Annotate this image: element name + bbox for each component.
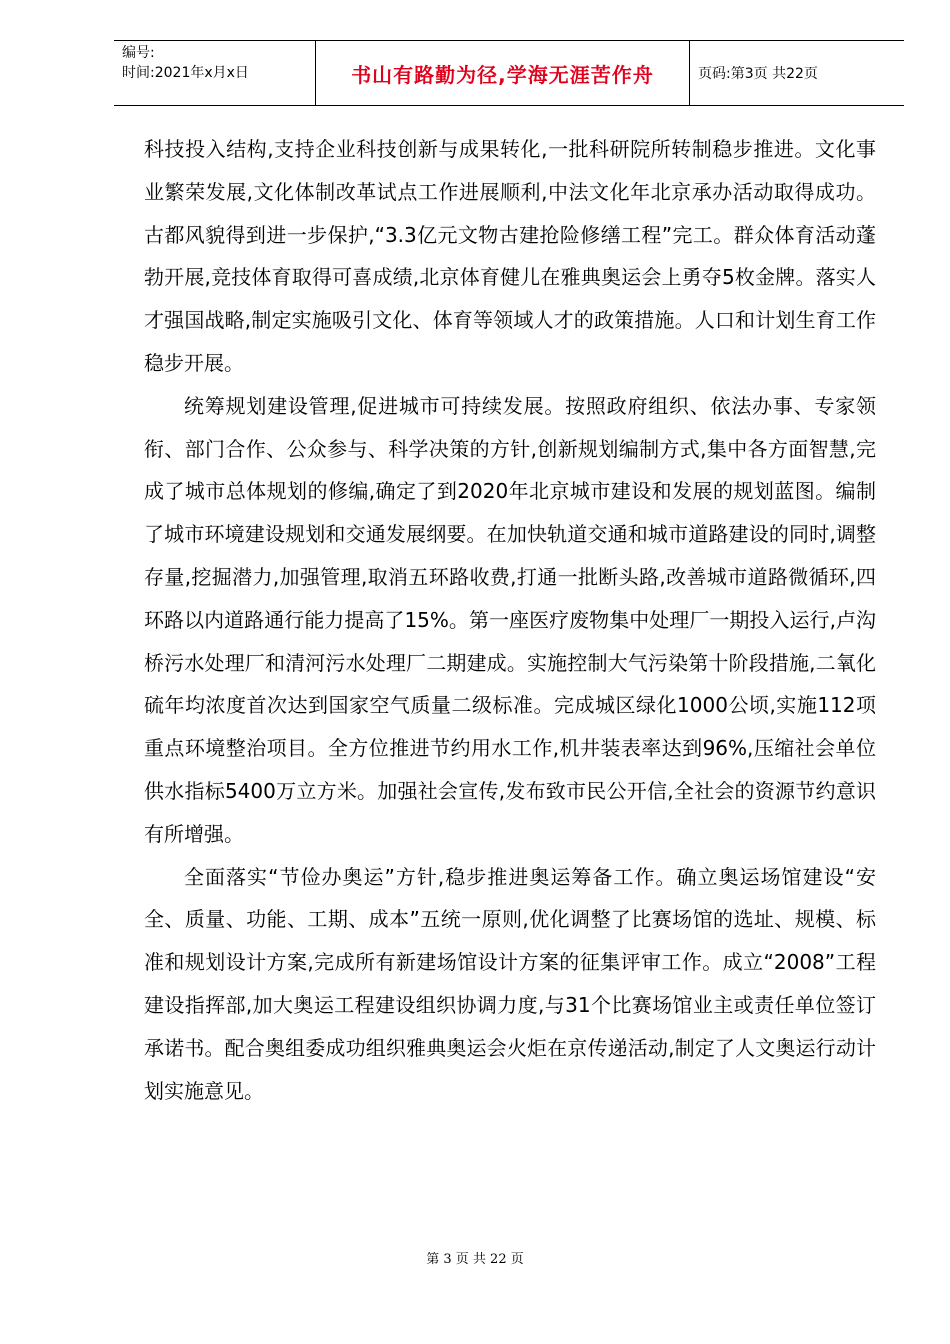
paragraph-3: 全面落实“节俭办奥运”方针,稳步推进奥运筹备工作。确立奥运场馆建设“安全、质量、功能、工期、成本”五统一原则,优化调整了比赛场馆的选址、规模、标准和规划设计方案,完成所有新建场馆设计方案的征集评审工作。成立“2008”工程建设指挥部,加大奥运工程建设组织协调力度,与31个比赛场馆业主或责任单位签订承诺书。配合奥组委成功组织雅典奥运会火炬在京传递活动,制定了人文奥运行动计划实施意见。: [144, 864, 876, 1103]
header-motto: 书山有路勤为径,学海无涯苦作舟: [316, 41, 690, 105]
page-footer: 第 3 页 共 22 页: [426, 1252, 524, 1267]
document-header: [114, 40, 904, 106]
document-number-label: 编号:: [122, 45, 155, 61]
header-meta: [114, 41, 316, 105]
paragraph-2: 统筹规划建设管理,促进城市可持续发展。按照政府组织、依法办事、专家领衔、部门合作、公众参与、科学决策的方针,创新规划编制方式,集中各方面智慧,完成了城市总体规划的修编,确定了到2020年北京城市建设和发展的规划蓝图。编制了城市环境建设规划和交通发展纲要。在加快轨道交通和城市道路建设的同时,调整存量,挖掘潜力,加强管理,取消五环路收费,打通一批断头路,改善城市道路微循环,四环路以内道路通行能力提高了15%。第一座医疗废物集中处理厂一期投入运行,卢沟桥污水处理厂和清河污水处理厂二期建成。实施控制大气污染第十阶段措施,二氧化硫年均浓度首次达到国家空气质量二级标准。完成城区绿化1000公顷,实施112项重点环境整治项目。全方位推进节约用水工作,机井装表率达到96%,压缩社会单位供水指标5400万立方米。加强社会宣传,发布致市民公开信,全社会的资源节约意识有所增强。: [144, 393, 876, 846]
document-body: [144, 128, 876, 1112]
document-time-label: 时间:2021年x月x日: [122, 65, 249, 81]
paragraph-1: 科技投入结构,支持企业科技创新与成果转化,一批科研院所转制稳步推进。文化事业繁荣发展,文化体制改革试点工作进展顺利,中法文化年北京承办活动取得成功。古都风貌得到进一步保护,“3.3亿元文物古建抢险修缮工程”完工。群众体育活动蓬勃开展,竞技体育取得可喜成绩,北京体育健儿在雅典奥运会上勇夺5枚金牌。落实人才强国战略,制定实施吸引文化、体育等领域人才的政策措施。人口和计划生育工作稳步开展。: [144, 137, 876, 375]
header-page-number: 页码:第3页 共22页: [698, 66, 818, 82]
